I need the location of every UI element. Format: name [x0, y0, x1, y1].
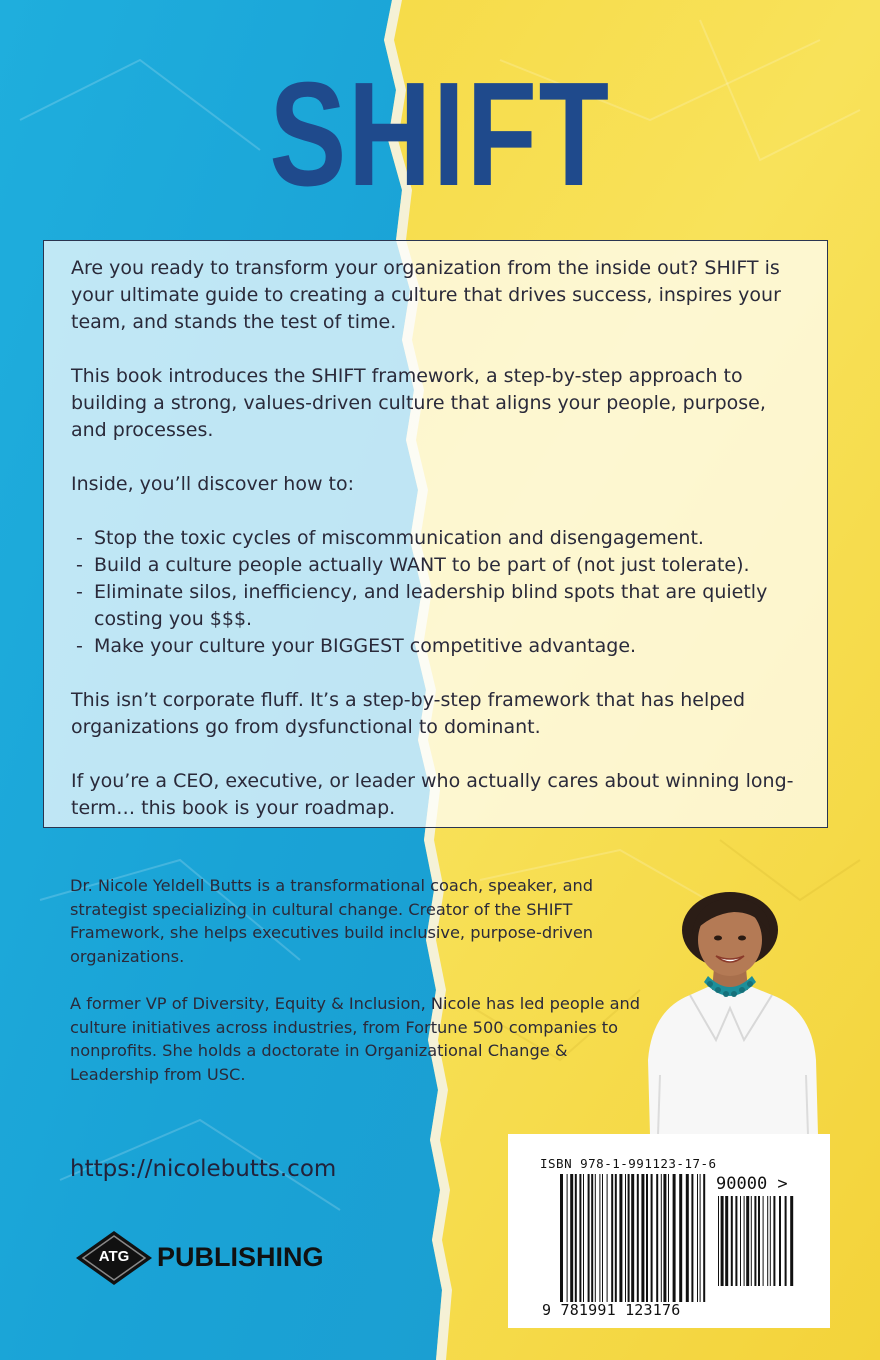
barcode-bar	[637, 1174, 639, 1302]
isbn-barcode-block	[508, 1134, 830, 1328]
barcode-bar	[628, 1174, 630, 1302]
barcode-bar	[731, 1196, 733, 1286]
barcode-bar	[661, 1174, 662, 1302]
barcode-bar	[663, 1174, 666, 1302]
barcode-bar	[588, 1174, 590, 1302]
barcode-bar	[646, 1174, 648, 1302]
barcode-bar	[790, 1196, 793, 1286]
barcode-bar	[567, 1174, 568, 1302]
barcode-bar	[703, 1174, 705, 1302]
barcode-bar	[611, 1174, 613, 1302]
barcode-bar	[579, 1174, 581, 1302]
barcode-bar	[595, 1174, 596, 1302]
barcode-bar	[754, 1196, 756, 1286]
barcode-icon	[560, 1174, 708, 1302]
benefit-item: - Make your culture your BIGGEST competitive advantage.	[71, 633, 801, 660]
publisher-logo-mark: ATG	[98, 1248, 130, 1265]
barcode-bar	[625, 1174, 626, 1302]
barcode-bar	[718, 1196, 719, 1286]
barcode-bar	[721, 1196, 724, 1286]
author-bio	[70, 874, 650, 1110]
barcode-bar	[773, 1196, 775, 1286]
author-bio-paragraph: Dr. Nicole Yeldell Butts is a transformational coach, speaker, and strategist specializing in cultural change. Creator of the SHIFT Framework, she helps executives build inclusive, purpose-driven organizations.	[70, 876, 594, 966]
barcode-bar	[746, 1196, 749, 1286]
barcode-bar	[560, 1174, 563, 1302]
barcode-bar	[619, 1174, 622, 1302]
author-photo	[630, 890, 830, 1135]
blurb-closing: If you’re a CEO, executive, or leader who actually cares about winning long-term… this book is your roadmap.	[71, 770, 794, 819]
benefit-item: - Build a culture people actually WANT to be part of (not just tolerate).	[71, 552, 801, 579]
barcode-bar	[679, 1174, 682, 1302]
blurb-lead-in: Inside, you’ll discover how to:	[71, 473, 355, 495]
barcode-bar	[651, 1174, 653, 1302]
barcode-bar	[570, 1174, 573, 1302]
barcode-bar	[602, 1174, 603, 1302]
barcode-bar	[779, 1196, 781, 1286]
barcode-addon-icon	[718, 1196, 794, 1286]
barcode-bar	[575, 1174, 577, 1302]
isbn-label: ISBN 978-1-991123-17-6	[540, 1156, 717, 1171]
benefit-list	[71, 525, 801, 660]
barcode-digits: 9 781991 123176	[542, 1301, 681, 1319]
barcode-bar	[673, 1174, 676, 1302]
barcode-bar	[631, 1174, 634, 1302]
barcode-bar	[758, 1196, 760, 1286]
barcode-bar	[767, 1196, 768, 1286]
barcode-bar	[740, 1196, 741, 1286]
author-website-link[interactable]: https://nicolebutts.com	[70, 1156, 337, 1182]
barcode-bar	[583, 1174, 584, 1302]
barcode-bar	[700, 1174, 701, 1302]
blurb-not-fluff: This isn’t corporate fluff. It’s a step-by-step framework that has helped organizations go from dysfunctional to dominant.	[71, 689, 746, 738]
price-code: 90000 >	[716, 1174, 788, 1194]
barcode-bar	[751, 1196, 752, 1286]
barcode-bar	[697, 1174, 698, 1302]
barcode-bar	[785, 1196, 787, 1286]
barcode-bar	[641, 1174, 644, 1302]
barcode-bar	[691, 1174, 693, 1302]
barcode-bar	[686, 1174, 689, 1302]
book-title: SHIFT	[269, 52, 611, 217]
barcode-bar	[607, 1174, 608, 1302]
barcode-bar	[744, 1196, 745, 1286]
barcode-bar	[615, 1174, 617, 1302]
barcode-bar	[735, 1196, 737, 1286]
blurb-framework: This book introduces the SHIFT framework, a step-by-step approach to building a strong, values-driven culture that aligns your people, purpose, and processes.	[71, 365, 766, 441]
barcode-bar	[591, 1174, 593, 1302]
author-bio-paragraph: A former VP of Diversity, Equity & Inclusion, Nicole has led people and culture initiatives across industries, from Fortune 500 companies to nonprofits. She holds a doctorate in Organizational Change & Leadership from USC.	[70, 994, 641, 1084]
barcode-bar	[656, 1174, 658, 1302]
barcode-bar	[770, 1196, 771, 1286]
barcode-bar	[725, 1196, 728, 1286]
blurb-box	[43, 240, 828, 828]
barcode-bar	[763, 1196, 764, 1286]
barcode-bar	[668, 1174, 669, 1302]
publisher-name: PUBLISHING	[157, 1242, 324, 1272]
blurb-intro: Are you ready to transform your organization from the inside out? SHIFT is your ultimate guide to creating a culture that drives success, inspires your team, and stands the test of time.	[71, 257, 781, 333]
benefit-item: - Eliminate silos, inefficiency, and leadership blind spots that are quietly costing you $$$.	[71, 579, 801, 633]
benefit-item: - Stop the toxic cycles of miscommunication and disengagement.	[71, 525, 801, 552]
barcode-bar	[599, 1174, 600, 1302]
